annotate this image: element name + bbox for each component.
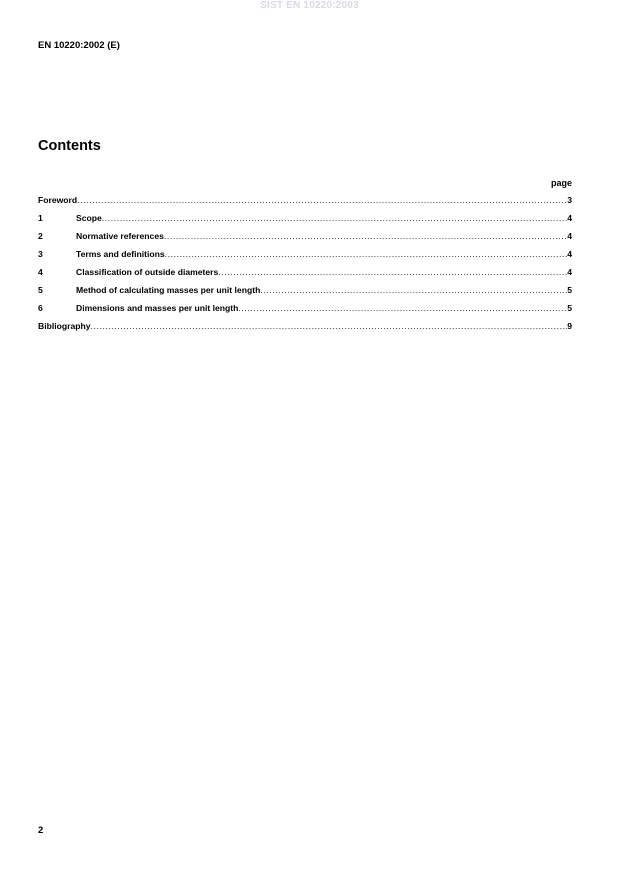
- watermark: SIST EN 10220:2003: [260, 0, 359, 11]
- toc-entry-page: 4: [567, 249, 572, 259]
- toc-entry-dimensions-and-masses[interactable]: [38, 303, 572, 321]
- page-number: 2: [38, 825, 44, 836]
- table-of-contents: [38, 195, 572, 339]
- toc-leader-dots: [218, 267, 567, 277]
- toc-entry-number: 1: [38, 213, 43, 223]
- toc-entry-normative-references[interactable]: [38, 231, 572, 249]
- toc-entry-scope[interactable]: [38, 213, 572, 231]
- toc-entry-page: 9: [567, 321, 572, 331]
- toc-entry-number: 5: [38, 285, 43, 295]
- toc-entry-title: Foreword: [38, 195, 78, 205]
- toc-leader-dots: [260, 285, 567, 295]
- toc-entry-number: 2: [38, 231, 43, 241]
- toc-entry-foreword[interactable]: [38, 195, 572, 213]
- toc-entry-classification[interactable]: [38, 267, 572, 285]
- toc-entry-title: Scope: [76, 213, 102, 223]
- toc-entry-title: Terms and definitions: [76, 249, 165, 259]
- document-id-header: EN 10220:2002 (E): [38, 40, 120, 51]
- toc-entry-title: Dimensions and masses per unit length: [76, 303, 239, 313]
- toc-entry-page: 4: [567, 267, 572, 277]
- toc-entry-number: 6: [38, 303, 43, 313]
- toc-leader-dots: [77, 195, 567, 205]
- contents-heading: Contents: [38, 138, 101, 154]
- toc-leader-dots: [91, 321, 568, 331]
- toc-entry-page: 4: [567, 213, 572, 223]
- toc-entry-title: Method of calculating masses per unit length: [76, 285, 261, 295]
- toc-entry-bibliography[interactable]: [38, 321, 572, 339]
- toc-entry-page: 5: [567, 303, 572, 313]
- toc-entry-number: 4: [38, 267, 43, 277]
- toc-leader-dots: [165, 249, 568, 259]
- toc-leader-dots: [238, 303, 567, 313]
- toc-entry-terms-and-definitions[interactable]: [38, 249, 572, 267]
- toc-leader-dots: [102, 213, 567, 223]
- toc-entry-title: Bibliography: [38, 321, 91, 331]
- toc-entry-method-of-calculating[interactable]: [38, 285, 572, 303]
- toc-entry-page: 5: [567, 285, 572, 295]
- toc-entry-title: Normative references: [76, 231, 164, 241]
- toc-entry-page: 3: [567, 195, 572, 205]
- page-column-label: page: [550, 178, 572, 188]
- toc-entry-title: Classification of outside diameters: [76, 267, 219, 277]
- toc-leader-dots: [164, 231, 567, 241]
- toc-entry-page: 4: [567, 231, 572, 241]
- toc-entry-number: 3: [38, 249, 43, 259]
